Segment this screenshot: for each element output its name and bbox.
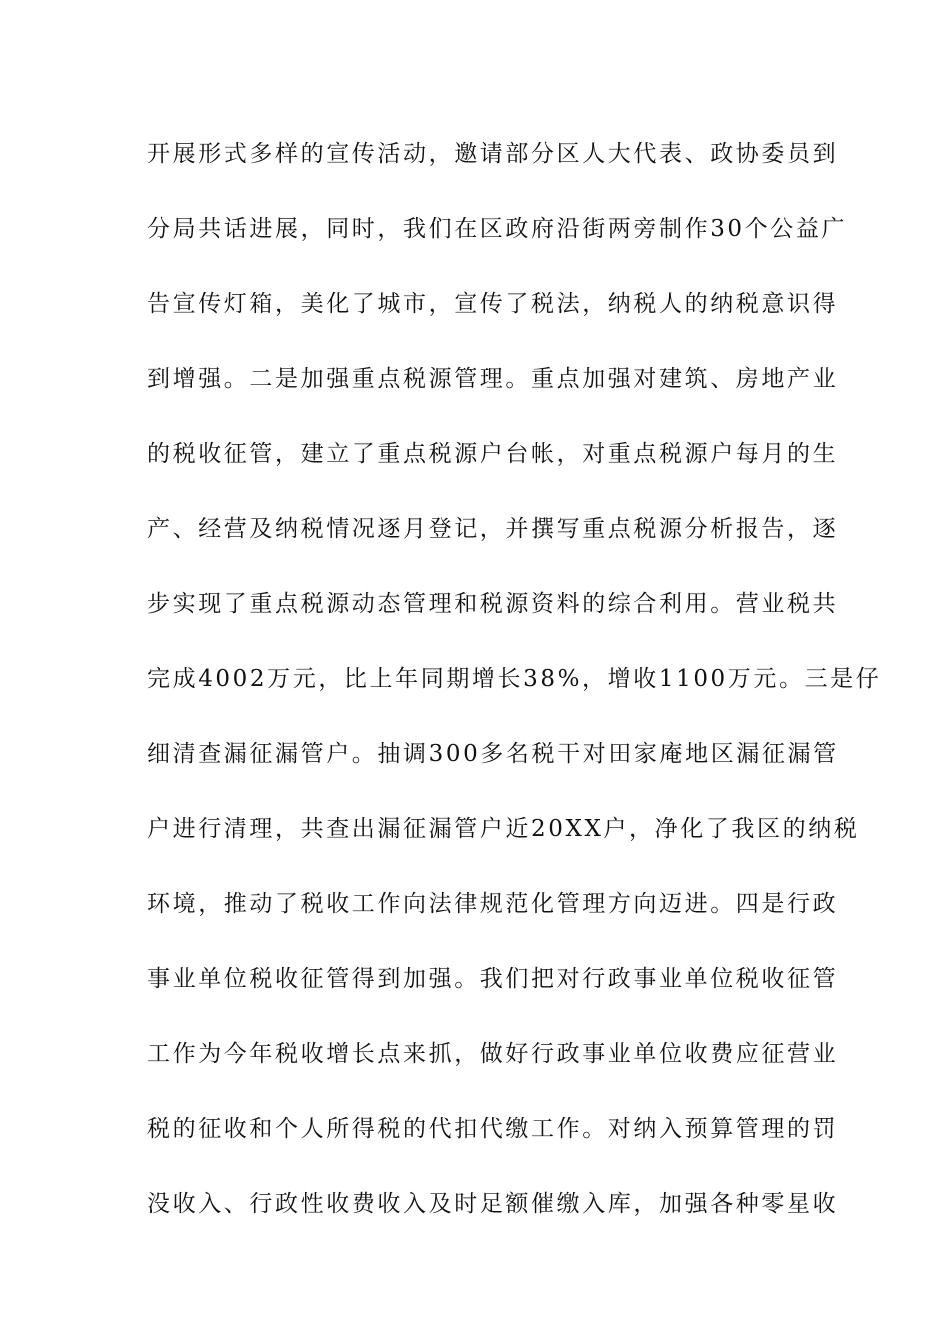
text-line: 没收入、行政性收费收入及时足额催缴入库，加强各种零星收 (147, 1191, 839, 1217)
text-line: 事业单位税收征管得到加强。我们把对行政事业单位税收征管 (147, 966, 839, 992)
text-line: 环境，推动了税收工作向法律规范化管理方向迈进。四是行政 (147, 891, 839, 917)
text-line: 工作为今年税收增长点来抓，做好行政事业单位收费应征营业 (147, 1041, 839, 1067)
text-line: 产、经营及纳税情况逐月登记，并撰写重点税源分析报告，逐 (147, 516, 839, 542)
text-line: 税的征收和个人所得税的代扣代缴工作。对纳入预算管理的罚 (147, 1116, 839, 1142)
text-line: 完成4002万元，比上年同期增长38%，增收1100万元。三是仔 (147, 666, 882, 692)
text-line: 的税收征管，建立了重点税源户台帐，对重点税源户每月的生 (147, 441, 839, 467)
text-line: 步实现了重点税源动态管理和税源资料的综合利用。营业税共 (147, 591, 839, 617)
text-line: 户进行清理，共查出漏征漏管户近20XX户，净化了我区的纳税 (147, 816, 860, 842)
text-line: 到增强。二是加强重点税源管理。重点加强对建筑、房地产业 (147, 366, 839, 392)
text-line: 分局共话进展，同时，我们在区政府沿街两旁制作30个公益广 (147, 216, 848, 242)
text-line: 开展形式多样的宣传活动，邀请部分区人大代表、政协委员到 (147, 141, 839, 167)
text-line: 细清查漏征漏管户。抽调300多名税干对田家庵地区漏征漏管 (147, 741, 839, 767)
body-text (147, 134, 882, 1259)
text-line: 告宣传灯箱，美化了城市，宣传了税法，纳税人的纳税意识得 (147, 291, 839, 317)
